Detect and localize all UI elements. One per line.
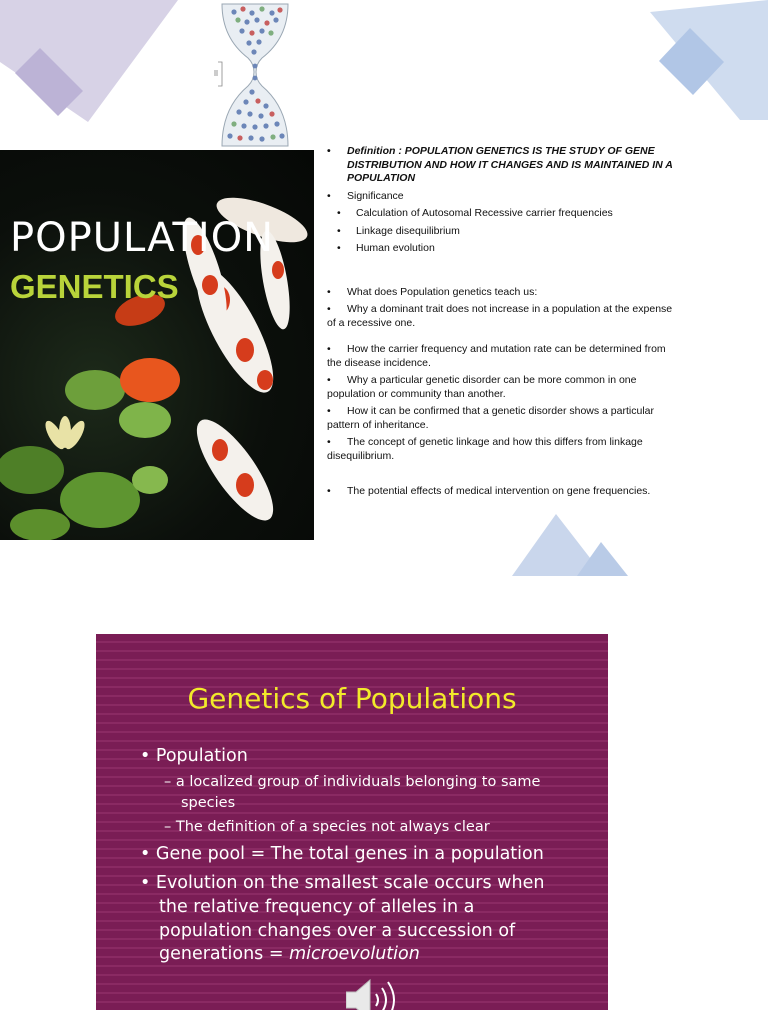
teach-item: • Why a dominant trait does not increase in a population at the expense of a recessive one. — [327, 303, 673, 329]
slide-bullet-gene-pool: • Gene pool = The total genes in a population — [140, 844, 544, 864]
significance-item — [327, 190, 717, 204]
significance-label: Significance — [347, 189, 404, 202]
significance-subitem: • Linkage disequilibrium — [337, 224, 460, 237]
bullet: • — [327, 189, 331, 202]
slide-bullet-population: • Population — [140, 746, 248, 766]
population-genetics-koi-image — [0, 150, 314, 540]
teach-item: • Why a particular genetic disorder can be more common in one population or community than another. — [327, 374, 637, 400]
teach-item: • The concept of genetic linkage and how this differs from linkage disequilibrium. — [327, 436, 643, 462]
teach-item: • The potential effects of medical intervention on gene frequencies. — [327, 485, 651, 497]
teach-header: • What does Population genetics teach us: — [327, 285, 538, 298]
slide-subbullet-cont: species — [181, 795, 236, 811]
genetics-of-populations-slide — [96, 634, 608, 1010]
teach-item: • How it can be confirmed that a genetic disorder shows a particular pattern of inheritance. — [327, 405, 654, 431]
image-title-population: POPULATION — [10, 215, 275, 261]
definition-text: Definition : POPULATION GENETICS IS THE STUDY OF GENE DISTRIBUTION AND HOW IT CHANGES AND IS MAINTAINED IN A POPULATION — [347, 145, 673, 184]
teach-item: • How the carrier frequency and mutation rate can be determined from the disease incidence. — [327, 343, 666, 369]
decor-triangle-top-left — [0, 0, 178, 122]
microevolution-term: microevolution — [289, 944, 420, 964]
significance-subitem: • Calculation of Autosomal Recessive carrier frequencies — [337, 207, 613, 219]
significance-subitem: • Human evolution — [337, 242, 435, 254]
slide-bullet-evolution: • Evolution on the smallest scale occurs when — [140, 873, 545, 893]
speaker-icon[interactable] — [346, 978, 404, 1010]
slide-bullet-evolution-cont: the relative frequency of alleles in a — [159, 897, 475, 917]
slide-subbullet: – The definition of a species not always clear — [164, 819, 490, 835]
definition-text-block — [327, 145, 717, 499]
definition-item — [327, 145, 717, 186]
slide-title: Genetics of Populations — [187, 682, 517, 715]
slide-subbullet: – a localized group of individuals belonging to same — [164, 774, 541, 790]
koi-pond-illustration — [0, 150, 314, 540]
bullet: • — [327, 145, 331, 157]
image-title-genetics: GENETICS — [10, 268, 179, 305]
slide-bullet-evolution-cont: population changes over a succession of — [159, 921, 516, 941]
hourglass-allele-diagram-icon — [212, 0, 298, 152]
slide-bullet-evolution-cont: generations = microevolution — [159, 944, 420, 964]
